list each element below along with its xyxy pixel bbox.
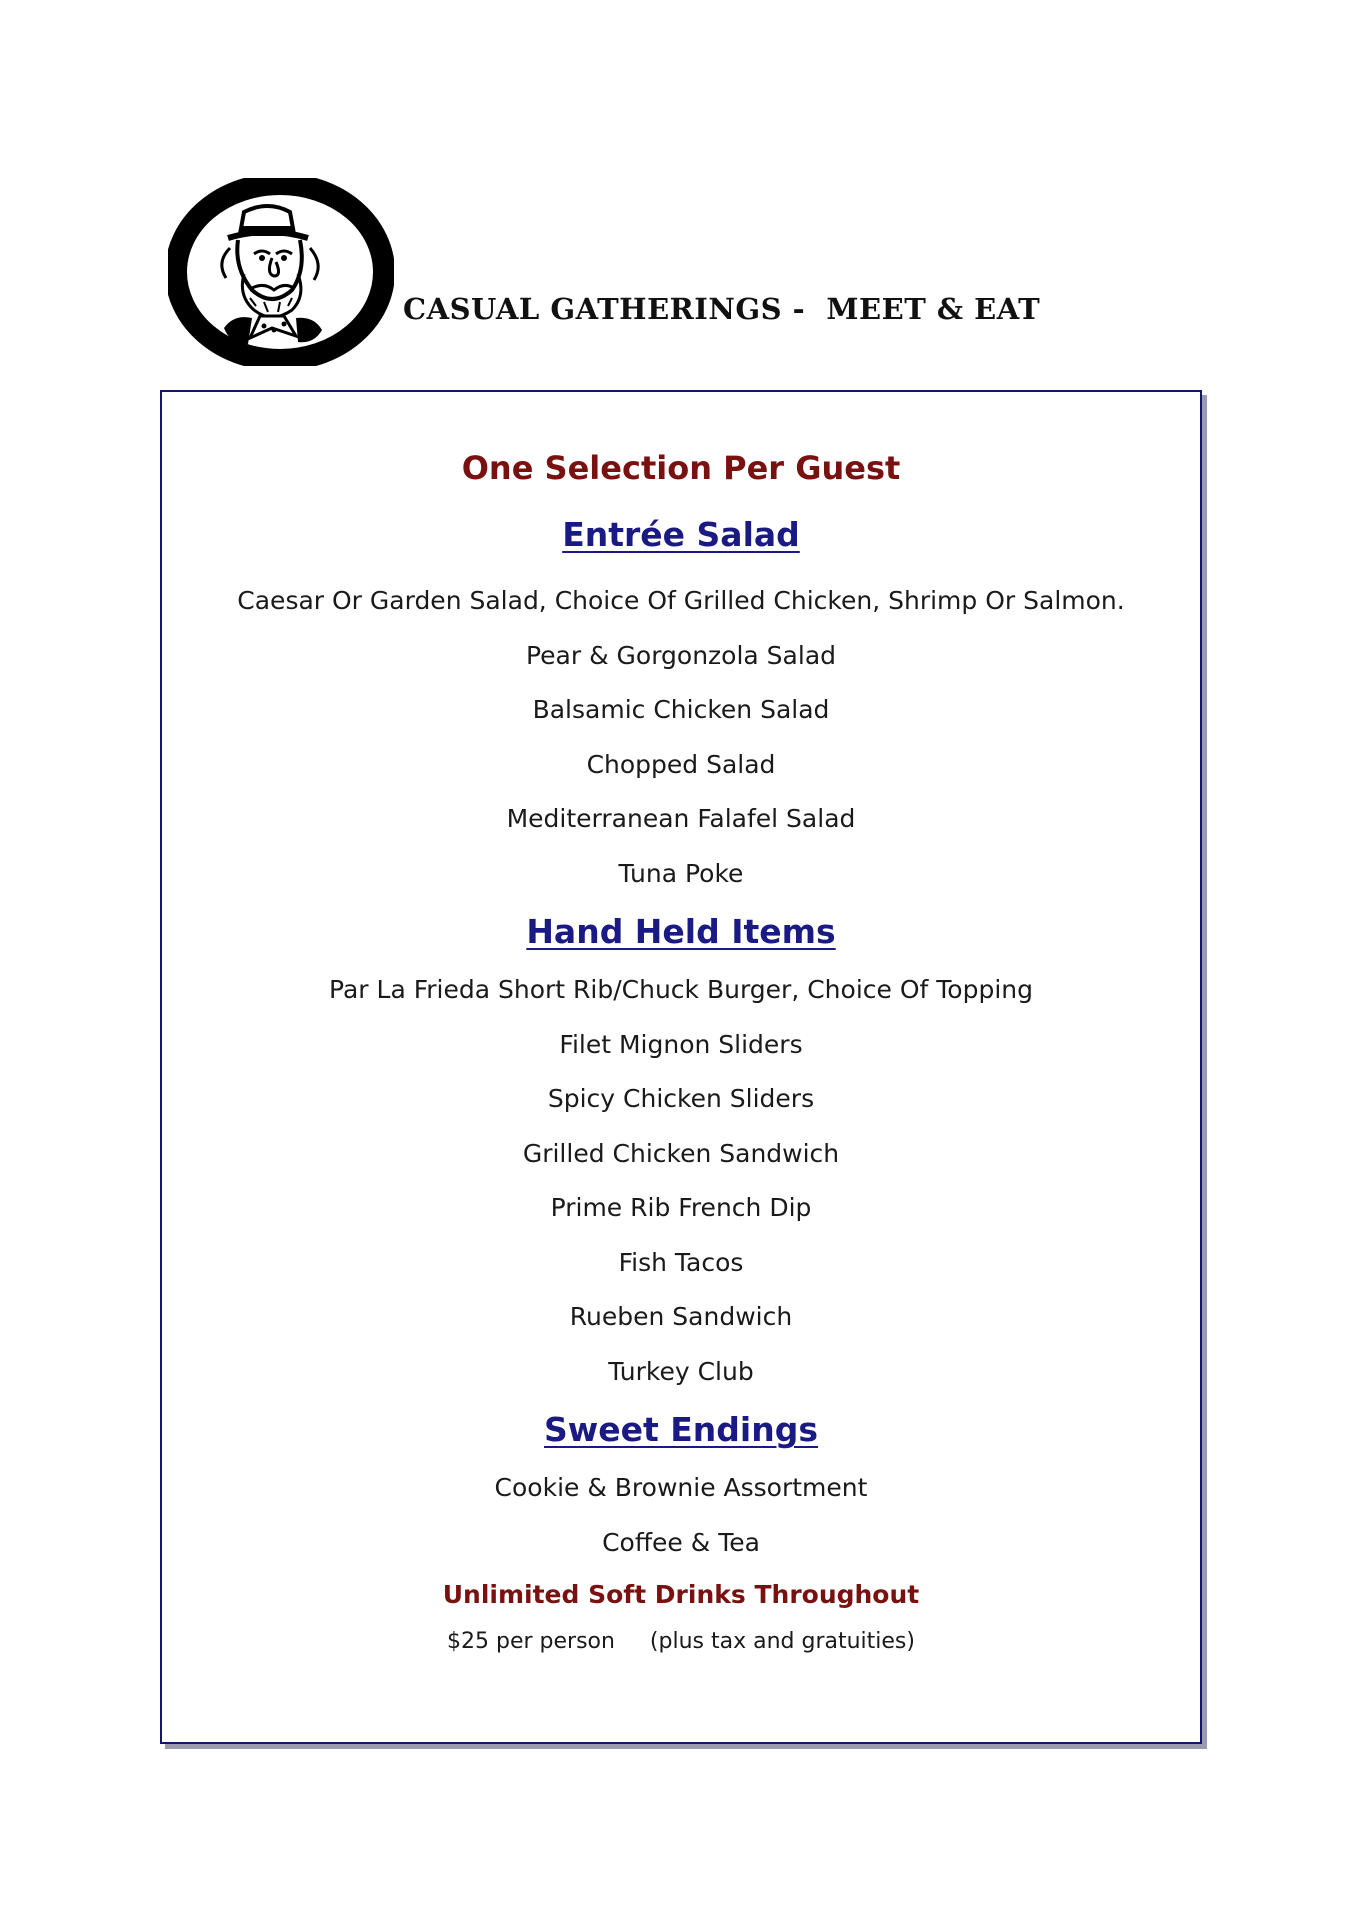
list-item: Chopped Salad: [586, 749, 776, 779]
list-item: Cookie & Brownie Assortment: [494, 1473, 868, 1502]
list-item: Par La Frieda Short Rib/Chuck Burger, Choice Of Topping: [329, 975, 1033, 1004]
item-list: [162, 1461, 1200, 1570]
menu-card: [160, 390, 1202, 1744]
list-item: Prime Rib French Dip: [550, 1193, 812, 1222]
list-item: Spicy Chicken Sliders: [547, 1084, 815, 1113]
item-list: [162, 963, 1200, 1399]
list-item: Balsamic Chicken Salad: [532, 695, 830, 724]
list-item: Pear & Gorgonzola Salad: [525, 640, 837, 670]
selection-note: One Selection Per Guest: [461, 449, 901, 487]
list-item: Grilled Chicken Sandwich: [522, 1138, 840, 1168]
logo-icon: [168, 178, 394, 366]
drinks-note: Unlimited Soft Drinks Throughout: [442, 1580, 920, 1609]
section-heading: Sweet Endings: [543, 1410, 818, 1449]
header-title: CASUAL GATHERINGS - MEET & EAT: [403, 292, 1041, 326]
section-heading: Entrée Salad: [562, 515, 800, 554]
price-note: (plus tax and gratuities): [649, 1629, 915, 1654]
list-item: Turkey Club: [608, 1356, 754, 1386]
item-list: [162, 574, 1200, 901]
list-item: Caesar Or Garden Salad, Choice Of Grilled Chicken, Shrimp Or Salmon.: [237, 586, 1125, 615]
section-heading: Hand Held Items: [526, 912, 836, 951]
list-item: Coffee & Tea: [602, 1527, 760, 1557]
section-sweet-endings: [162, 1399, 1200, 1570]
menu-content: [162, 442, 1200, 1664]
list-item: Fish Tacos: [618, 1247, 744, 1277]
list-item: Filet Mignon Sliders: [559, 1029, 803, 1059]
price: $25 per person: [447, 1629, 615, 1654]
list-item: Rueben Sandwich: [569, 1302, 793, 1331]
section-hand-held-items: [162, 901, 1200, 1399]
list-item: Mediterranean Falafel Salad: [506, 804, 856, 833]
price-line: [162, 1620, 1200, 1664]
list-item: Tuna Poke: [618, 858, 744, 888]
section-entree-salad: [162, 504, 1200, 901]
